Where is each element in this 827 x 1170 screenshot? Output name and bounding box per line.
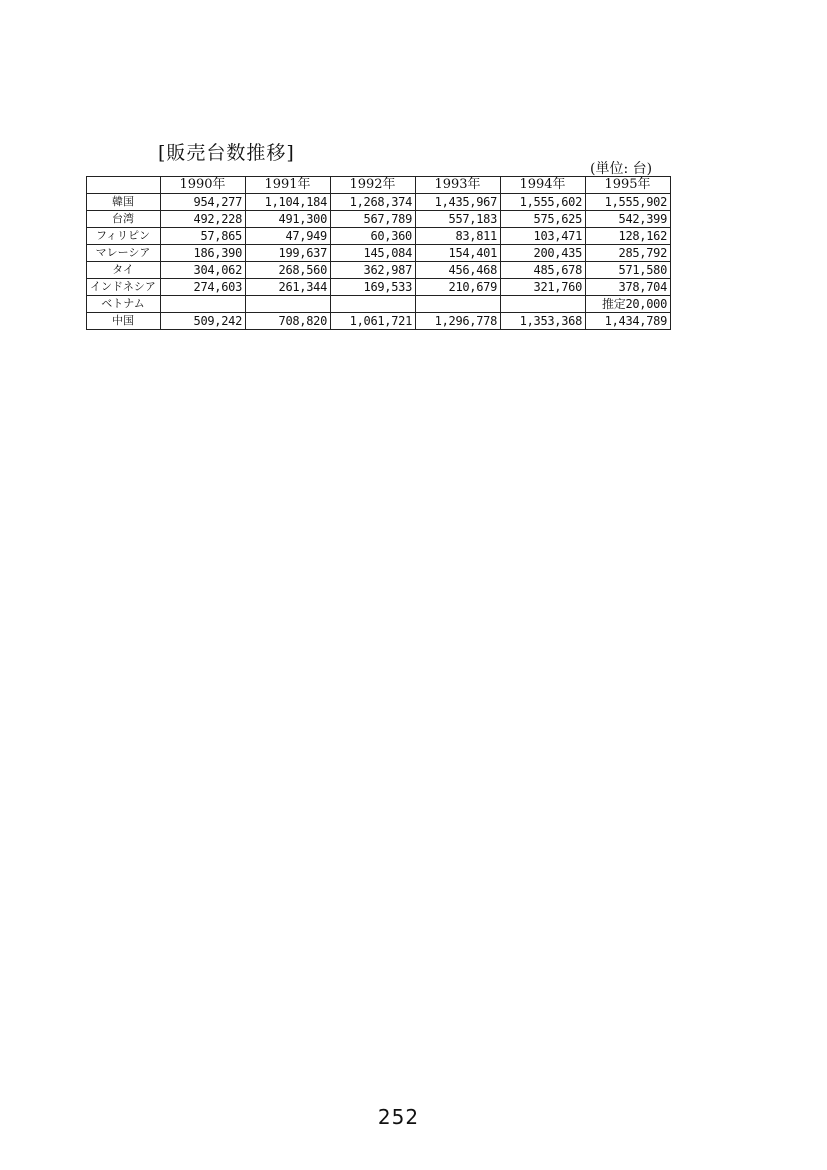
value-cell: 362,987: [331, 262, 416, 279]
value-cell: 571,580: [586, 262, 671, 279]
value-cell: 1,555,902: [586, 194, 671, 211]
table-row: [87, 296, 671, 313]
country-cell: 台湾: [87, 211, 161, 228]
value-cell: 169,533: [331, 279, 416, 296]
value-cell: 47,949: [246, 228, 331, 245]
value-cell: 491,300: [246, 211, 331, 228]
country-cell: ベトナム: [87, 296, 161, 313]
value-cell: 485,678: [501, 262, 586, 279]
value-cell: 1,104,184: [246, 194, 331, 211]
value-cell: 509,242: [161, 313, 246, 330]
value-cell: 推定20,000: [586, 296, 671, 313]
value-cell: 542,399: [586, 211, 671, 228]
value-cell: 1,353,368: [501, 313, 586, 330]
value-cell: 154,401: [416, 245, 501, 262]
value-cell: [416, 296, 501, 313]
value-cell: 1,435,967: [416, 194, 501, 211]
value-cell: 83,811: [416, 228, 501, 245]
value-cell: 1,061,721: [331, 313, 416, 330]
country-cell: タイ: [87, 262, 161, 279]
value-cell: 1,268,374: [331, 194, 416, 211]
value-cell: 378,704: [586, 279, 671, 296]
table-row: [87, 211, 671, 228]
country-cell: 中国: [87, 313, 161, 330]
value-cell: 200,435: [501, 245, 586, 262]
value-cell: 285,792: [586, 245, 671, 262]
value-cell: [246, 296, 331, 313]
value-cell: 1,434,789: [586, 313, 671, 330]
table-row: [87, 313, 671, 330]
unit-label: (単位: 台): [590, 161, 653, 177]
table-title: [販売台数推移]: [158, 142, 295, 164]
value-cell: 274,603: [161, 279, 246, 296]
value-cell: 103,471: [501, 228, 586, 245]
value-cell: 304,062: [161, 262, 246, 279]
value-cell: 261,344: [246, 279, 331, 296]
value-cell: 1,555,602: [501, 194, 586, 211]
corner-cell: [87, 177, 161, 194]
value-cell: 492,228: [161, 211, 246, 228]
sales-table: [86, 176, 671, 330]
country-cell: フィリピン: [87, 228, 161, 245]
year-header: 1993年: [416, 177, 501, 194]
page-number: 252: [377, 1105, 420, 1129]
value-cell: [501, 296, 586, 313]
value-cell: 145,084: [331, 245, 416, 262]
country-cell: マレーシア: [87, 245, 161, 262]
value-cell: 575,625: [501, 211, 586, 228]
header-row: [87, 177, 671, 194]
table-row: [87, 228, 671, 245]
value-cell: 60,360: [331, 228, 416, 245]
value-cell: 128,162: [586, 228, 671, 245]
value-cell: 199,637: [246, 245, 331, 262]
value-cell: 321,760: [501, 279, 586, 296]
table-row: [87, 194, 671, 211]
value-cell: 456,468: [416, 262, 501, 279]
year-header: 1995年: [586, 177, 671, 194]
value-cell: 567,789: [331, 211, 416, 228]
value-cell: 708,820: [246, 313, 331, 330]
value-cell: [331, 296, 416, 313]
value-cell: 186,390: [161, 245, 246, 262]
value-cell: 954,277: [161, 194, 246, 211]
value-cell: 268,560: [246, 262, 331, 279]
year-header: 1992年: [331, 177, 416, 194]
value-cell: 557,183: [416, 211, 501, 228]
value-cell: 210,679: [416, 279, 501, 296]
country-cell: 韓国: [87, 194, 161, 211]
value-cell: 57,865: [161, 228, 246, 245]
table-row: [87, 279, 671, 296]
value-cell: [161, 296, 246, 313]
table-row: [87, 245, 671, 262]
table-row: [87, 262, 671, 279]
value-cell: 1,296,778: [416, 313, 501, 330]
year-header: 1991年: [246, 177, 331, 194]
country-cell: インドネシア: [87, 279, 161, 296]
year-header: 1994年: [501, 177, 586, 194]
year-header: 1990年: [161, 177, 246, 194]
